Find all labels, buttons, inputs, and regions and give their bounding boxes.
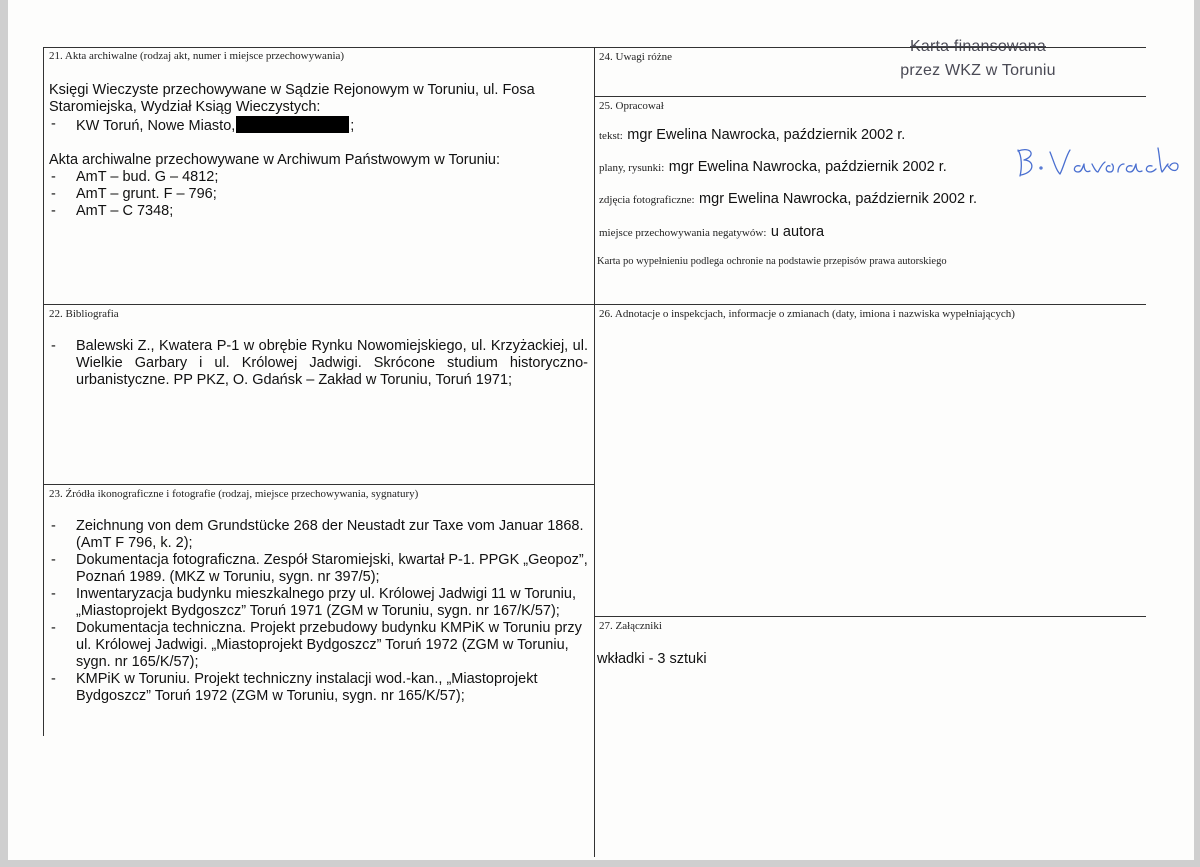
left-edge-21 — [43, 47, 44, 304]
negatywy-label: miejsce przechowywania negatywów: — [599, 227, 767, 239]
land-registry-intro: Księgi Wieczyste przechowywane w Sądzie Rejonowym w Toruniu, ul. Fosa Staromiejska, Wydział Ksiąg Wieczystych: — [49, 82, 535, 115]
list-item: - AmT – bud. G – 4812; — [49, 169, 589, 186]
redaction-bar — [236, 116, 349, 133]
list-item: - Dokumentacja techniczna. Projekt przebudowy budynku KMPiK w Toruniu przy ul. Królowej Jadwigi. „Miastoprojekt Bydgoszcz” Toruń 1972 (ZGM w Toruniu, sygn. nr 165/K/57); — [49, 620, 589, 671]
section-21-body — [49, 82, 589, 220]
left-edge-22 — [43, 304, 44, 484]
land-registry-list — [49, 116, 589, 135]
list-item: - Inwentaryzacja budynku mieszkalnego przy ul. Królowej Jadwigi 11 w Toruniu, „Miastoprojekt Bydgoszcz” Toruń 1971 (ZGM w Toruniu, sygn. nr 167/K/57); — [49, 586, 589, 620]
row-negatywy — [599, 223, 824, 241]
section-25-label: 25. Opracował — [599, 100, 664, 112]
archive-list — [49, 169, 589, 220]
center-divider — [594, 47, 595, 857]
kw-prefix: KW Toruń, Nowe Miasto, — [76, 118, 236, 134]
section-24-label: 24. Uwagi różne — [599, 51, 673, 63]
list-item: - Zeichnung von dem Grundstücke 268 der Neustadt zur Taxe vom Januar 1868. (AmT F 796, k. 2); — [49, 518, 589, 552]
section-22-label: 22. Bibliografia — [49, 308, 119, 320]
attachments-value: wkładki - 3 sztuki — [597, 651, 707, 667]
zdjecia-label: zdjęcia fotograficzne: — [599, 194, 695, 206]
bibliography-list — [49, 338, 588, 389]
zdjecia-value: mgr Ewelina Nawrocka, październik 2002 r. — [699, 191, 978, 207]
section-27-label: 27. Załączniki — [599, 620, 662, 632]
row-plany — [599, 158, 947, 176]
section-21-label: 21. Akta archiwalne (rodzaj akt, numer i miejsce przechowywania) — [49, 50, 345, 62]
signature-image — [1010, 142, 1180, 190]
row-zdjecia — [599, 190, 977, 208]
archive-intro: Akta archiwalne przechowywane w Archiwum Państwowym w Toruniu: — [49, 152, 501, 168]
plany-value: mgr Ewelina Nawrocka, październik 2002 r. — [668, 159, 947, 175]
section-22-body — [49, 338, 588, 389]
list-item: - Dokumentacja fotograficzna. Zespół Staromiejski, kwartał P-1. PPGK „Geopoz”, Poznań 1989. (MKZ w Toruniu, sygn. nr 397/5); — [49, 552, 589, 586]
kw-suffix: ; — [350, 118, 355, 134]
funding-stamp — [898, 35, 1058, 83]
list-item: - Balewski Z., Kwatera P-1 w obrębie Rynku Nowomiejskiego, ul. Krzyżackiej, ul. Wielkie Garbary i ul. Królowej Jadwigi. Skrócone studium historyczno-urbanistyczne. PP PKZ, O. Gdańsk – Zakład w Toruniu, Toruń 1971; — [49, 338, 588, 389]
tekst-value: mgr Ewelina Nawrocka, październik 2002 r. — [627, 127, 906, 143]
left-edge-23 — [43, 484, 44, 736]
stamp-line-2: przez WKZ w Toruniu — [900, 62, 1056, 79]
list-item: - KMPiK w Toruniu. Projekt techniczny instalacji wod.-kan., „Miastoprojekt Bydgoszcz” Toruń 1972 (ZGM w Toruniu, sygn. nr 165/K/57); — [49, 671, 589, 705]
section-26-label: 26. Adnotacje o inspekcjach, informacje o zmianach (daty, imiona i nazwiska wypełniających) — [599, 308, 1015, 320]
copyright-note: Karta po wypełnieniu podlega ochronie na podstawie przepisów prawa autorskiego — [597, 256, 947, 267]
list-item: - AmT – grunt. F – 796; — [49, 186, 589, 203]
negatywy-value: u autora — [770, 224, 825, 240]
row-tekst — [599, 126, 905, 144]
section-23-label: 23. Źródła ikonograficzne i fotografie (rodzaj, miejsce przechowywania, sygnatury) — [49, 488, 419, 500]
rule-27 — [594, 616, 1146, 617]
tekst-label: tekst: — [599, 130, 623, 142]
rule-25 — [594, 96, 1146, 97]
rule-23 — [43, 484, 594, 485]
sources-list — [49, 518, 589, 705]
section-23-body — [49, 518, 589, 705]
land-registry-item — [49, 116, 589, 135]
list-item: - AmT – C 7348; — [49, 203, 589, 220]
plany-label: plany, rysunki: — [599, 162, 665, 174]
stamp-line-1: Karta finansowana — [910, 38, 1046, 55]
